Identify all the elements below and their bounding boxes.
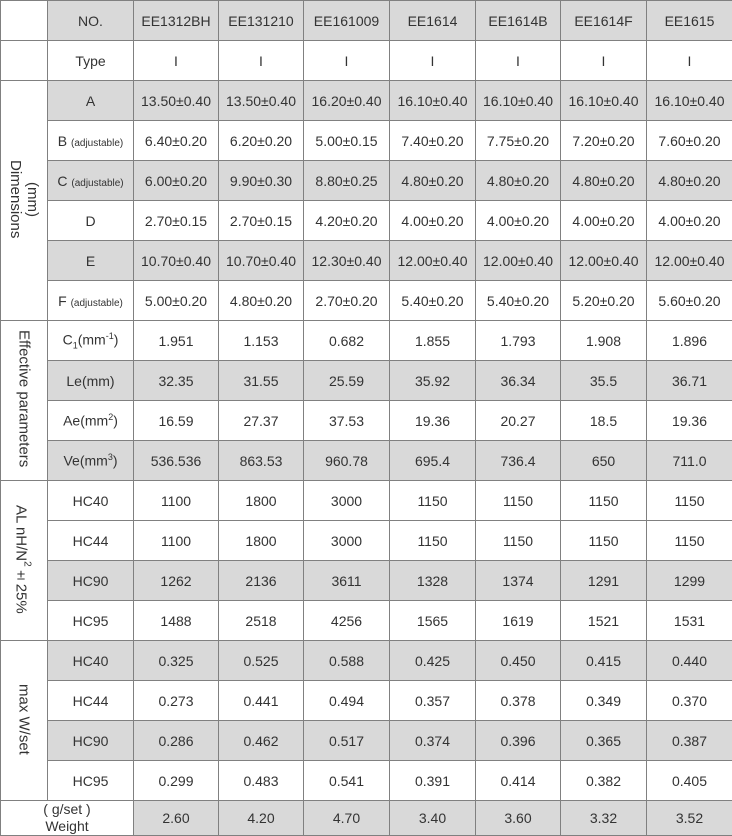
table-cell: 4.00±0.20 [476,201,561,241]
table-cell: 0.349 [561,681,647,721]
table-cell: 3611 [304,561,390,601]
table-cell: 16.59 [134,401,219,441]
table-cell: 0.299 [134,761,219,801]
table-cell: 25.59 [304,361,390,401]
table-cell: 1299 [647,561,732,601]
table-cell: 1150 [647,521,732,561]
model-header: EE1615 [647,1,732,41]
table-cell: 0.273 [134,681,219,721]
table-row [1,761,732,801]
table-cell: 4.80±0.20 [390,161,476,201]
table-cell: 1150 [476,481,561,521]
table-cell: 20.27 [476,401,561,441]
row-label: $C_1(mm^{-1})$ [48,321,134,361]
row-label: Type [48,41,134,81]
table-cell: 1150 [647,481,732,521]
table-cell: 31.55 [219,361,304,401]
table-cell: 19.36 [647,401,732,441]
row-label: A [48,81,134,121]
loss-group-label: max W/set [1,641,48,801]
table-row [1,401,732,441]
table-row [1,201,732,241]
table-cell: 736.4 [476,441,561,481]
table-cell: 0.286 [134,721,219,761]
table-cell: 0.483 [219,761,304,801]
type-row [1,41,732,81]
table-row [1,281,732,321]
model-header: EE1614 [390,1,476,41]
table-cell: 4.80±0.20 [561,161,647,201]
table-cell: I [390,41,476,81]
table-cell: 2.70±0.20 [304,281,390,321]
row-label: HC44 [48,521,134,561]
model-header: EE161009 [304,1,390,41]
table-cell: 4.20±0.20 [304,201,390,241]
table-cell: 3000 [304,481,390,521]
table-cell: 16.10±0.40 [647,81,732,121]
table-cell: 1262 [134,561,219,601]
table-cell: 0.370 [647,681,732,721]
table-cell: 2136 [219,561,304,601]
table-cell: 1291 [561,561,647,601]
table-cell: 10.70±0.40 [219,241,304,281]
table-cell: 1.896 [647,321,732,361]
table-cell: 9.90±0.30 [219,161,304,201]
row-label: F (adjustable) [48,281,134,321]
table-cell: 35.92 [390,361,476,401]
dimensions-group-label: (mm) Dimensions [1,81,48,321]
table-cell: 0.387 [647,721,732,761]
table-row [1,81,732,121]
table-cell: 1.793 [476,321,561,361]
table-cell: 6.40±0.20 [134,121,219,161]
table-cell: 1328 [390,561,476,601]
table-cell: 1.153 [219,321,304,361]
table-cell: 7.40±0.20 [390,121,476,161]
table-cell: 12.00±0.40 [390,241,476,281]
table-cell: 3.60 [476,801,561,836]
table-cell: 0.374 [390,721,476,761]
table-row [1,161,732,201]
table-cell: 13.50±0.40 [219,81,304,121]
table-cell: 1100 [134,481,219,521]
table-cell: 1.908 [561,321,647,361]
table-row [1,521,732,561]
table-row [1,641,732,681]
row-label: C (adjustable) [48,161,134,201]
model-header: EE1312BH [134,1,219,41]
table-cell: 0.588 [304,641,390,681]
table-row [1,561,732,601]
table-cell: 695.4 [390,441,476,481]
table-cell: 0.494 [304,681,390,721]
al-group-label: AL $nH/N^2\pm 25\%$ [1,481,48,641]
no-label: NO. [48,1,134,41]
table-cell: 711.0 [647,441,732,481]
table-cell: I [219,41,304,81]
table-row [1,121,732,161]
type-group-cell [1,41,48,81]
table-row [1,601,732,641]
table-cell: 4.80±0.20 [219,281,304,321]
table-cell: 32.35 [134,361,219,401]
table-row [1,721,732,761]
table-cell: 960.78 [304,441,390,481]
table-cell: 1100 [134,521,219,561]
table-cell: 4.20 [219,801,304,836]
row-label: Le(mm) [48,361,134,401]
table-cell: 1565 [390,601,476,641]
table-cell: 18.5 [561,401,647,441]
table-cell: 2.60 [134,801,219,836]
table-cell: 0.365 [561,721,647,761]
table-cell: 8.80±0.25 [304,161,390,201]
table-cell: 6.00±0.20 [134,161,219,201]
table-row [1,241,732,281]
row-label: HC95 [48,601,134,641]
table-cell: 1150 [561,521,647,561]
table-cell: 1619 [476,601,561,641]
table-cell: 1521 [561,601,647,641]
table-cell: 0.325 [134,641,219,681]
table-cell: 7.20±0.20 [561,121,647,161]
table-cell: 13.50±0.40 [134,81,219,121]
table-cell: 0.441 [219,681,304,721]
table-cell: 4.70 [304,801,390,836]
table-cell: 863.53 [219,441,304,481]
table-cell: 0.541 [304,761,390,801]
table-cell: 2518 [219,601,304,641]
table-cell: 5.20±0.20 [561,281,647,321]
table-row [1,481,732,521]
table-cell: I [647,41,732,81]
table-cell: 12.00±0.40 [647,241,732,281]
table-cell: 1150 [561,481,647,521]
table-cell: 0.450 [476,641,561,681]
table-cell: 6.20±0.20 [219,121,304,161]
model-header: EE131210 [219,1,304,41]
table-cell: 1.855 [390,321,476,361]
table-cell: 1531 [647,601,732,641]
table-cell: 0.405 [647,761,732,801]
table-cell: 1800 [219,521,304,561]
table-cell: 5.40±0.20 [476,281,561,321]
table-cell: 4.80±0.20 [476,161,561,201]
table-cell: 0.391 [390,761,476,801]
model-header: EE1614F [561,1,647,41]
table-cell: 2.70±0.15 [219,201,304,241]
table-cell: 3000 [304,521,390,561]
table-cell: 0.396 [476,721,561,761]
table-cell: 16.10±0.40 [390,81,476,121]
table-cell: I [304,41,390,81]
row-label: $Ae(mm^2)$ [48,401,134,441]
model-header: EE1614B [476,1,561,41]
table-cell: 16.10±0.40 [561,81,647,121]
table-row [1,681,732,721]
row-label: HC90 [48,721,134,761]
table-cell: 36.34 [476,361,561,401]
table-cell: 2.70±0.15 [134,201,219,241]
table-row [1,321,732,361]
table-cell: 4.00±0.20 [390,201,476,241]
table-cell: 7.60±0.20 [647,121,732,161]
table-cell: 0.382 [561,761,647,801]
table-cell: 12.00±0.40 [561,241,647,281]
table-cell: 4.00±0.20 [647,201,732,241]
table-cell: 36.71 [647,361,732,401]
header-row [1,1,732,41]
weight-row [1,801,732,836]
row-label: HC44 [48,681,134,721]
table-cell: 7.75±0.20 [476,121,561,161]
table-cell: 3.40 [390,801,476,836]
table-cell: 0.415 [561,641,647,681]
table-cell: 0.525 [219,641,304,681]
table-cell: 16.20±0.40 [304,81,390,121]
table-cell: 16.10±0.40 [476,81,561,121]
row-label: D [48,201,134,241]
table-cell: 1488 [134,601,219,641]
table-cell: I [476,41,561,81]
row-label: $Ve(mm^3)$ [48,441,134,481]
weight-label: ( g/set ) Weight [1,801,134,836]
row-label: E [48,241,134,281]
row-label: B (adjustable) [48,121,134,161]
table-cell: 4256 [304,601,390,641]
table-cell: 37.53 [304,401,390,441]
table-cell: 650 [561,441,647,481]
table-cell: 27.37 [219,401,304,441]
table-cell: 10.70±0.40 [134,241,219,281]
table-cell: 1374 [476,561,561,601]
table-cell: 1150 [390,521,476,561]
table-cell: 1150 [476,521,561,561]
table-cell: 0.357 [390,681,476,721]
table-cell: 0.378 [476,681,561,721]
table-cell: 0.682 [304,321,390,361]
table-cell: 4.00±0.20 [561,201,647,241]
table-cell: 0.462 [219,721,304,761]
table-cell: 5.00±0.15 [304,121,390,161]
table-cell: I [134,41,219,81]
table-cell: 5.60±0.20 [647,281,732,321]
row-label: HC40 [48,641,134,681]
table-cell: 12.00±0.40 [476,241,561,281]
table-cell: 0.414 [476,761,561,801]
table-cell: 3.32 [561,801,647,836]
table-cell: 1800 [219,481,304,521]
table-cell: 1.951 [134,321,219,361]
table-row [1,361,732,401]
effective-group-label: Effective parameters [1,321,48,481]
row-label: HC90 [48,561,134,601]
table-cell: 5.40±0.20 [390,281,476,321]
table-cell: 4.80±0.20 [647,161,732,201]
table-cell: 19.36 [390,401,476,441]
table-cell: 0.517 [304,721,390,761]
table-cell: 35.5 [561,361,647,401]
table-cell: 0.425 [390,641,476,681]
table-cell: 536.536 [134,441,219,481]
table-cell: 0.440 [647,641,732,681]
table-cell: 1150 [390,481,476,521]
table-cell: I [561,41,647,81]
row-label: HC40 [48,481,134,521]
table-cell: 12.30±0.40 [304,241,390,281]
row-label: HC95 [48,761,134,801]
table-row [1,441,732,481]
corner-cell [1,1,48,41]
table-cell: 5.00±0.20 [134,281,219,321]
table-cell: 3.52 [647,801,732,836]
